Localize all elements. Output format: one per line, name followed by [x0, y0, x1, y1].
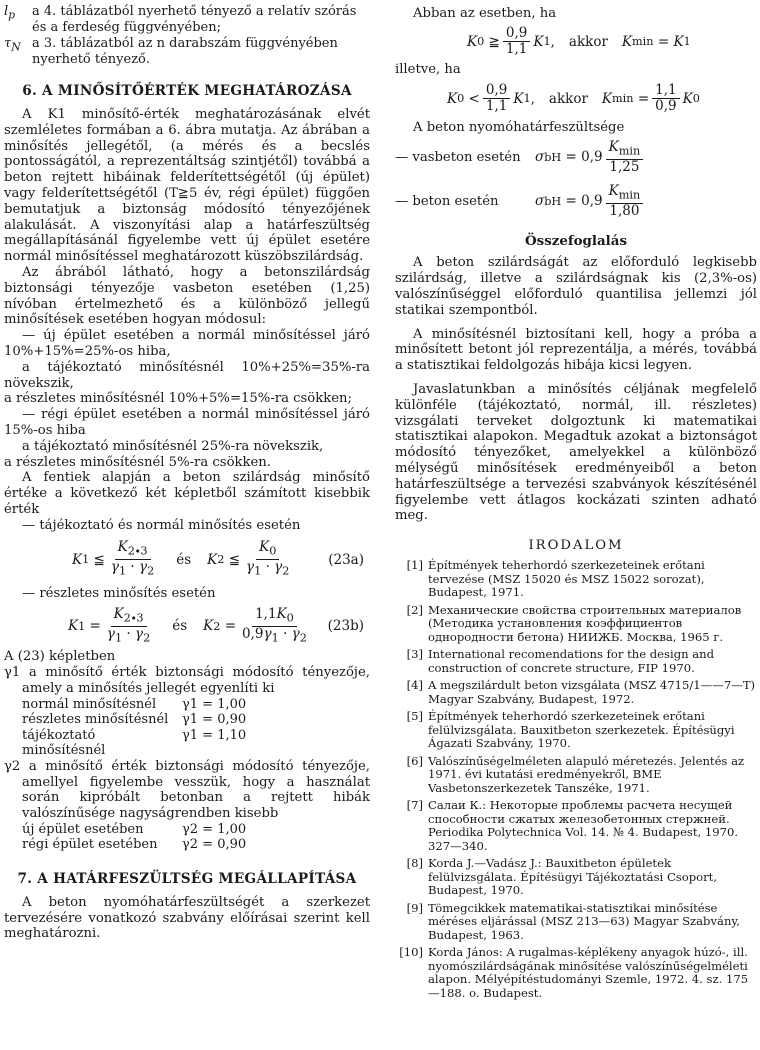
value-row: részletes minősítésnél γ1 = 0,90	[22, 712, 247, 728]
definition-lp	[4, 4, 370, 35]
reference-item: [1] Építmények teherhordó szerkezeteinek erőtani tervezése (MSZ 15020 és MSZ 15022 sorozat), Budapest, 1971.	[406, 558, 705, 600]
paragraph: — új épület esetében a normál minősítéssel járó 10%+15%=25%-os hiba,	[4, 328, 370, 359]
formula-vasbeton: — vasbeton esetén σ bH = 0,9 $\frac{K_{min}}{1,25}$	[395, 135, 757, 179]
paragraph: A beton nyomóhatárfeszültségét a szerkezet tervezésére vonatkozó szabvány előírásai szerint kell meghatározni.	[4, 894, 370, 942]
definition-tau-n	[4, 36, 370, 67]
paragraph: Az ábrából látható, hogy a betonszilárdság biztonsági tényezője vasbeton esetében (1,25) nívóban értelmezhető és a különböző jellegű minősítések esetében hogyan módosul:	[4, 264, 370, 328]
paragraph: A beton nyomóhatárfeszültsége	[413, 119, 625, 135]
paragraph: — régi épület esetében a normál minősítéssel járó 15%-os hiba	[4, 407, 370, 438]
symbol-lp: $l_p$	[4, 4, 16, 22]
paragraph: — tájékoztató és normál minősítés esetén	[22, 517, 301, 533]
paragraph: — részletes minősítés esetén	[22, 585, 216, 601]
definition-text: a 4. táblázatból nyerhető tényező a relatív szórás és a ferdeség függvényében;	[32, 4, 357, 35]
paragraph: A minősítésnél biztosítani kell, hogy a próba a minősített betont jól reprezentálja, a mérés, továbbá a statisztikai feldolgozás hibája kicsi legyen.	[395, 326, 757, 374]
paragraph: A fentiek alapján a beton szilárdság minősítő értéke a következő két képletből számított kisebbik érték	[4, 470, 370, 517]
formula-label: — vasbeton esetén	[395, 149, 521, 165]
condition-formula-1: K 0 ≧ $\frac{0,9}{1,1}$ K 1 , akkor K min = K 1	[467, 25, 691, 58]
reference-list	[395, 559, 757, 1000]
value-row: új épület esetében γ2 = 1,00	[22, 821, 247, 837]
value-row: régi épület esetében γ2 = 0,90	[22, 837, 247, 853]
section-heading-7: 7. A HATÁRFESZÜLTSÉG MEGÁLLAPÍTÁSA	[17, 870, 357, 887]
formula-label: — beton esetén	[395, 193, 499, 209]
formula-beton: — beton esetén σ bH = 0,9 $\frac{K_{min}}{1,80}$	[395, 179, 757, 223]
paragraph: A K1 minősítő-érték meghatározásának elvét szemléletes formában a 6. ábra mutatja. Az ábrában a minősítés jellegétől, (a mérés és a becslés pontosságától, a reprezentáltság szintjétől) továbbá a beton rejtett hibáinak felderítettségétől (új épület) vagy felderítettségétől (T≧5 év, régi épület) függően bemutatjuk a biztonság módosító tényezőjének alakulását. A viszonyítási alap a határfeszültség megállapításánál figyelembe vett új épület esetére normál minősítéssel meghatározott küszöbszilárdság.	[4, 107, 370, 265]
paragraph: A (23) képletben	[4, 649, 116, 665]
reference-item: [7] Салаи К.: Некоторые проблемы расчета несущей способности сжатых железобетонных стержней. Periodika Polytechnica Vol. 14. № 4. Budapest, 1970. 327—340.	[406, 798, 739, 853]
reference-item: [4] A megszilárdult beton vizsgálata (MSZ 4715/1——7—T) Magyar Szabvány, Budapest, 1972.	[406, 678, 756, 706]
equation-number: (23b)	[327, 618, 364, 635]
paragraph: illetve, ha	[395, 61, 461, 77]
reference-item: [9] Tömegcikkek matematikai-statisztikai minősítése méréses eljárással (MSZ 213—63) Magyar Szabvány, Budapest, 1963.	[406, 900, 741, 942]
left-column	[4, 0, 370, 942]
paragraph: a részletes minősítésnél 5%-ra csökken.	[4, 454, 271, 470]
gamma2-values	[4, 822, 370, 853]
reference-item: [6] Valószínűségelméleten alapuló méretezés. Jelentés az 1971. évi kutatási eredményekről, BME Vasbetonszerkezetek Tanszéke, 1971.	[406, 753, 745, 795]
gamma2-description: γ2 a minősítő érték biztonsági módosító tényezője, amellyel figyelembe vesszük, hogy a használat során kipróbált betonban a rejtett hibák valószínűsége nagyságrendben kisebb	[4, 758, 370, 822]
paragraph: Abban az esetben, ha	[413, 6, 557, 21]
reference-item: [5] Építmények teherhordó szerkezeteinek erőtani felülvizsgálata. Bauxitbeton szerkezetek. Építésügyi Ágazati Szabvány, 1970.	[406, 709, 735, 751]
paragraph: a részletes minősítésnél 10%+5%=15%-ra csökken;	[4, 391, 352, 407]
references-heading: IRODALOM	[528, 538, 624, 554]
section-heading-6: 6. A MINŐSÍTŐÉRTÉK MEGHATÁROZÁSA	[22, 83, 352, 99]
value-row: normál minősítésnél γ1 = 1,00	[22, 696, 247, 712]
formula-23a: K 1 ≦ $\frac{K_{2\cdot 3}}{\gamma_1 \cdot \gamma_2}$ és K 2 ≦ $\frac{K_0}{\gamma_1 \cdot \gamma_2}$ (23a)	[72, 539, 364, 578]
paragraph: a tájékoztató minősítésnél 10%+25%=35%-ra növekszik,	[4, 359, 370, 391]
gamma1-description: γ1 a minősítő érték biztonsági módosító tényezője, amely a minősítés jellegét egyenlíti ki	[4, 665, 370, 696]
symbol-tau-n: $\tau_N$	[4, 36, 21, 54]
paragraph: a tájékoztató minősítésnél 25%-ra növekszik,	[22, 438, 324, 454]
right-column	[395, 0, 757, 1000]
reference-item: [2] Механические свойства строительных материалов (Методика установления коэффициентов однородности бетона) НИИЖБ. Москва, 1965 г.	[406, 602, 742, 644]
reference-item: [10] Korda János: A rugalmas-képlékeny anyagok húzó-, ill. nyomószilárdságának minősítése valószínűségelméleti alapon. Mélyépítéstudományi Szemle, 1972. 4. sz. 175—188. o. Budapest.	[399, 945, 749, 1000]
formula-23b: K 1 = $\frac{K_{2\cdot 3}}{\gamma_1 \cdot \gamma_2}$ és K 2 = $\frac{1,1K_0}{0,9\gamma_1 \cdot \gamma_2}$ (23b)	[68, 606, 364, 645]
reference-item: [8] Korda J.—Vadász J.: Bauxitbeton épületek felülvizsgálata. Építésügyi Tájékoztatási Csoport, Budapest, 1970.	[406, 856, 718, 898]
condition-formula-2: K 0 < $\frac{0,9}{1,1}$ K 1 , akkor K min = $\frac{1,1}{0,9}$ K 0	[447, 82, 700, 115]
summary-heading: Összefoglalás	[525, 233, 627, 250]
equation-number: (23a)	[328, 551, 364, 568]
definition-text: a 3. táblázatból az n darabszám függvényében nyerhető tényező.	[32, 36, 338, 67]
akkor-word: akkor	[548, 90, 588, 107]
paragraph: A beton szilárdságát az előforduló legkisebb szilárdság, illetve a szilárdságnak kis (2,3%-os) valószínűséggel előforduló quantilisa jellemzi jól statikai szempontból.	[395, 255, 757, 318]
value-row: tájékoztató minősítésnél γ1 = 1,10	[22, 727, 247, 759]
gamma1-values	[4, 697, 370, 759]
akkor-word: akkor	[568, 33, 608, 50]
reference-item: [3] International recomendations for the design and construction of concrete structure, FIP 1970.	[406, 647, 715, 675]
paragraph: Javaslatunkban a minősítés céljának megfelelő különféle (tájékoztató, normál, ill. részletes) vizsgálati terveket dolgoztunk ki matematikai statisztikai alapokon. Megadtuk azokat a biztonságot módosító tényezőket, amelyekkel a különböző mélységű minősítések eredményeiből a beton határfeszültsége a tervezési szabványok készítésénél figyelembe vett átlagos kockázati szinten adható meg.	[395, 381, 757, 524]
